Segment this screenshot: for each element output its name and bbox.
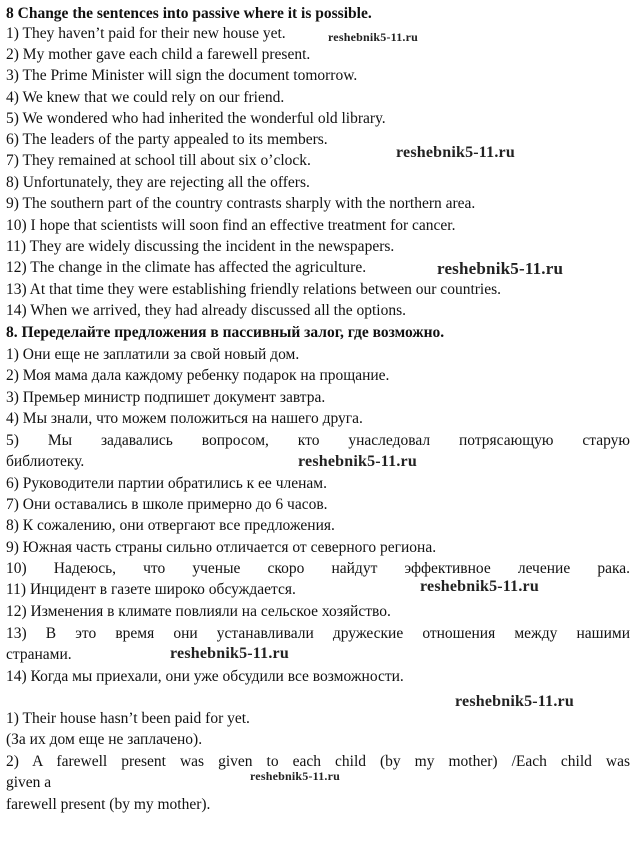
watermark: reshebnik5-11.ru [298,453,417,470]
english-sentence-6: 6) The leaders of the party appealed to its members. [6,131,328,148]
russian-sentence-6: 6) Руководители партии обратились к ее членам. [6,475,327,492]
russian-sentence-13-cont: странами. [6,646,72,663]
english-sentence-7: 7) They remained at school till about six o’clock. [6,152,311,169]
english-sentence-1: 1) They haven’t paid for their new house yet. [6,25,286,42]
english-sentence-2: 2) My mother gave each child a farewell present. [6,46,311,63]
watermark: reshebnik5-11.ru [250,769,340,783]
watermark: reshebnik5-11.ru [437,259,564,278]
english-sentence-14: 14) When we arrived, they had already discussed all the options. [6,302,407,319]
russian-sentence-5-cont: библиотеку. [6,453,85,470]
english-task-title: 8 Change the sentences into passive where it is possible. [6,5,372,22]
russian-sentence-3: 3) Премьер министр подпишет документ завтра. [6,389,326,406]
watermark: reshebnik5-11.ru [455,693,574,710]
english-sentence-11: 11) They are widely discussing the incident in the newspapers. [6,238,395,255]
english-sentence-8: 8) Unfortunately, they are rejecting all the offers. [6,174,310,191]
english-sentence-10: 10) I hope that scientists will soon find an effective treatment for cancer. [6,217,456,234]
english-sentence-12: 12) The change in the climate has affected the agriculture. [6,259,367,276]
russian-sentence-8: 8) К сожалению, они отвергают все предложения. [6,517,335,534]
russian-sentence-13: 13) В это время они устанавливали дружеские отношения между нашими [6,625,630,642]
english-sentence-13: 13) At that time they were establishing friendly relations between our countries. [6,281,502,298]
watermark: reshebnik5-11.ru [170,645,289,662]
english-sentence-3: 3) The Prime Minister will sign the document tomorrow. [6,67,358,84]
russian-sentence-9: 9) Южная часть страны сильно отличается от северного региона. [6,539,437,556]
russian-sentence-1: 1) Они еще не заплатили за свой новый дом. [6,346,300,363]
russian-sentence-5: 5) Мы задавались вопросом, кто унаследовал потрясающую старую [6,432,630,449]
russian-sentence-10: 10) Надеюсь, что ученые скоро найдут эффективное лечение рака. [6,560,630,577]
english-sentence-9: 9) The southern part of the country contrasts sharply with the northern area. [6,195,476,212]
russian-sentence-14: 14) Когда мы приехали, они уже обсудили все возможности. [6,668,404,685]
answer-1-translation: (За их дом еще не заплачено). [6,731,203,748]
russian-sentence-7: 7) Они оставались в школе примерно до 6 часов. [6,496,328,513]
english-sentence-5: 5) We wondered who had inherited the wonderful old library. [6,110,386,127]
answer-2: 2) A farewell present was given to each child (by my mother) /Each child was [6,753,630,770]
watermark: reshebnik5-11.ru [396,144,515,161]
russian-task-title: 8. Переделайте предложения в пассивный залог, где возможно. [6,324,445,341]
russian-sentence-12: 12) Изменения в климате повлияли на сельское хозяйство. [6,603,391,620]
watermark: reshebnik5-11.ru [328,30,418,44]
answer-2-cont: given a [6,774,52,791]
answer-2-end: farewell present (by my mother). [6,796,211,813]
watermark: reshebnik5-11.ru [420,578,539,595]
russian-sentence-2: 2) Моя мама дала каждому ребенку подарок на прощание. [6,367,390,384]
russian-sentence-4: 4) Мы знали, что можем положиться на нашего друга. [6,410,363,427]
english-sentence-4: 4) We knew that we could rely on our friend. [6,89,285,106]
answer-1: 1) Their house hasn’t been paid for yet. [6,710,250,727]
russian-sentence-11: 11) Инцидент в газете широко обсуждается. [6,581,296,598]
